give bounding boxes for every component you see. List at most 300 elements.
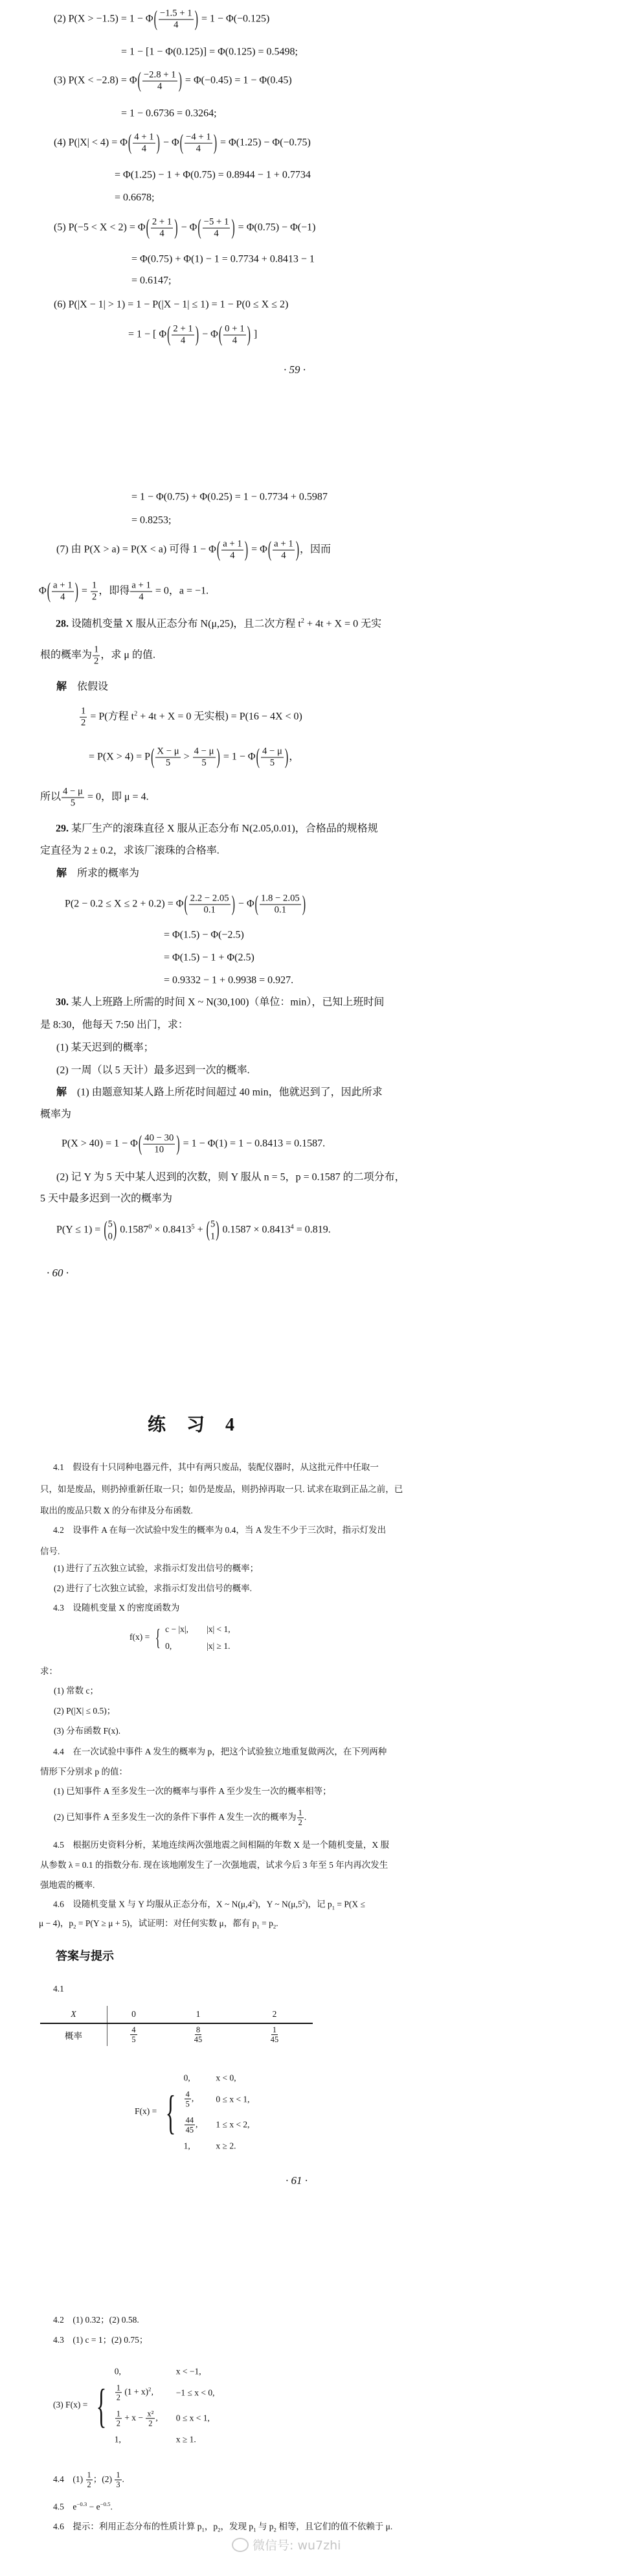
math-text: 求： (40, 1666, 58, 1676)
math-text: 45 (185, 2125, 194, 2135)
math-text: , (191, 2093, 194, 2104)
math-text: (1) 由题意知某人路上所花时间超过 40 min，他就迟到了，因此所求 (67, 1087, 383, 1098)
wechat-icon (232, 2538, 249, 2552)
math-text: μ − 4)，p (39, 1918, 74, 1928)
math-text: . (304, 1812, 307, 1823)
problem-28-cont (40, 645, 155, 667)
right-paren: ) (176, 1132, 180, 1156)
left-paren: ( (104, 1218, 107, 1242)
math-text: 5 (70, 798, 76, 809)
fraction (185, 2115, 198, 2135)
math-text: 定直径为 2 ± 0.2，求该厂滚珠的合格率. (40, 845, 219, 857)
math-text: )，Y ~ N(μ,5 (254, 1899, 302, 1909)
exercise-line (54, 1583, 252, 1594)
math-text: (2) 已知事件 A 至多发生一次的条件下事件 A 发生一次的概率为 (54, 1812, 297, 1823)
solution-line (40, 787, 149, 809)
math-text: 根的概率为 (40, 649, 93, 661)
math-text: 1 ≤ x < 2, (216, 2119, 250, 2130)
math-text: = P(X > 4) = P (89, 751, 151, 763)
solution-line (62, 1133, 325, 1156)
math-text: x ≥ 1. (175, 2434, 196, 2444)
subscript: 1 (201, 2526, 205, 2533)
numerator (86, 2470, 93, 2480)
page-number: · 61 · (286, 2174, 308, 2187)
case-condition (216, 2094, 249, 2104)
left-paren: ( (146, 216, 150, 240)
exercise-line (40, 1767, 128, 1777)
case-value (115, 2435, 158, 2445)
math-text: 所以 (40, 791, 62, 803)
fraction (86, 2470, 93, 2490)
solution-line (164, 951, 254, 963)
denominator (137, 592, 144, 603)
denominator (202, 905, 216, 916)
bold-label: 解 (56, 681, 67, 693)
numerator (193, 746, 216, 758)
density-function (129, 1624, 231, 1652)
denominator: 45 (270, 2035, 279, 2045)
math-text: − Φ (235, 898, 254, 910)
fraction (80, 706, 87, 729)
math-text: 某厂生产的滚珠直径 X 服从正态分布 N(2.05,0.01)，合格品的规格规 (69, 823, 378, 834)
left-paren: ( (218, 323, 223, 347)
math-text: −4 + 1 (186, 132, 211, 143)
math-text: − Φ (178, 222, 197, 233)
math-text: c − |x|, (165, 1624, 188, 1634)
math-text: −1.5 + 1 (159, 8, 192, 19)
superscript: −0.3 (76, 2501, 87, 2508)
answer-4-4 (53, 2470, 124, 2490)
parenthesized-expression (179, 131, 218, 155)
math-text: 4 (230, 550, 235, 561)
math-text: = 1 − Φ(1) = 1 − 0.8413 = 0.1587. (180, 1138, 326, 1149)
exercise-line (40, 1484, 403, 1495)
numerator: 8 (196, 2025, 201, 2034)
right-paren: ) (284, 745, 289, 769)
exercise-line (54, 1563, 258, 1574)
numerator (189, 893, 231, 905)
binomial-bottom: 1 (210, 1231, 216, 1241)
denominator (91, 592, 98, 603)
case-value (115, 2383, 158, 2402)
math-text: 0, (114, 2366, 121, 2376)
solution-line (40, 1108, 71, 1120)
parenthesized-expression (47, 579, 79, 603)
subscript: 2 (273, 1923, 276, 1930)
math-text: 只，如是废品，则扔掉重新任取一只；如仍是废品，则扔掉再取一只. 试求在取到正品之前，已 (40, 1484, 403, 1494)
math-text: , (151, 2387, 153, 2397)
case-value (115, 2366, 158, 2376)
math-text: (2) P(|X| ≤ 0.5)； (54, 1705, 116, 1716)
left-paren: ( (206, 1218, 210, 1242)
math-text: = Φ(1.5) − 1 + Φ(2.5) (164, 952, 254, 963)
table-cell (236, 2023, 313, 2046)
subscript: 2 (218, 2526, 221, 2533)
fraction (93, 645, 100, 667)
left-paren: ( (254, 892, 258, 916)
denominator (179, 336, 186, 347)
exercise-line (54, 1786, 332, 1797)
piecewise-cases (90, 2366, 215, 2445)
math-text: 某人上班路上所需的时间 X ~ N(30,100)（单位：min），已知上班时间 (69, 996, 385, 1008)
math-text: + (194, 1224, 206, 1236)
case-value (184, 2141, 198, 2152)
math-text: ， (289, 751, 300, 763)
left-paren: ( (256, 745, 260, 769)
exercise-line (54, 1686, 98, 1696)
math-text: 4 − μ (63, 786, 83, 797)
answer-label: 4.1 (53, 1983, 64, 1994)
section-title: 练 习 4 (148, 1415, 236, 1436)
exercise-4-5 (53, 1840, 389, 1850)
solution-line (131, 490, 328, 503)
math-text: = p (259, 1918, 273, 1928)
math-text: (1) 常数 c； (54, 1685, 98, 1696)
math-text: , (155, 2412, 158, 2422)
parenthesized-expression (254, 892, 306, 916)
denominator (200, 758, 207, 769)
answers-heading: 答案与提示 (56, 1949, 114, 1963)
solution-line-6 (54, 298, 288, 310)
math-text: 1, (114, 2434, 121, 2444)
solution-line (40, 1192, 172, 1204)
binomial-coefficient (103, 1218, 117, 1242)
parenthesized-expression (128, 131, 161, 155)
fraction (221, 539, 243, 562)
fraction (115, 2409, 122, 2428)
case-value (115, 2409, 158, 2428)
denominator (164, 758, 172, 769)
parenthesized-expression (267, 538, 300, 562)
numerator (159, 8, 194, 20)
denominator: 45 (194, 2035, 203, 2045)
case-condition (176, 2366, 215, 2376)
math-text: = 0.8253; (131, 514, 172, 526)
math-text: 4 (232, 335, 238, 346)
solution-line-3 (54, 70, 292, 93)
math-text: . (276, 1918, 278, 1928)
math-text: 4 (281, 550, 286, 561)
solution-line (131, 514, 171, 526)
math-text: P(2 − 0.2 ≤ X ≤ 2 + 0.2) = Φ (65, 898, 184, 910)
math-text: (1) 已知事件 A 至多发生一次的概率与事件 A 至少发生一次的概率相等； (54, 1786, 332, 1796)
math-text: 4 (157, 81, 163, 92)
math-text: x < 0, (216, 2073, 236, 2083)
denominator (115, 2419, 122, 2428)
math-text: 2 (148, 2419, 153, 2428)
solution-line (56, 1218, 331, 1242)
math-text: 4.3 (1) c = 1；(2) 0.75； (53, 2334, 148, 2345)
math-text: = P(方程 t (87, 711, 135, 722)
math-text: 2 (91, 592, 97, 603)
superscript: −0.5 (100, 2501, 111, 2508)
numerator (185, 2115, 195, 2125)
math-text: 与 p (256, 2521, 274, 2531)
superscript: 4 (290, 1223, 294, 1231)
answer-4-2 (53, 2315, 139, 2325)
math-text: |x| ≥ 1. (207, 1640, 231, 1651)
math-text: 10 (154, 1144, 164, 1155)
binomial-values (108, 1218, 113, 1242)
parenthesized-expression (218, 323, 251, 347)
left-paren: ( (137, 69, 141, 93)
math-text: 相等，且它们的值不依赖于 μ. (276, 2521, 393, 2531)
numerator: 1 (272, 2025, 277, 2034)
exercise-line (54, 1726, 120, 1736)
math-text: = 0，即 μ = 4. (84, 791, 149, 803)
case-rows (115, 2366, 215, 2445)
table-header-cell: 1 (160, 2006, 236, 2023)
math-text: (2) P(X > −1.5) = 1 − Φ (54, 13, 153, 25)
math-text: (4) P(|X| < 4) = Φ (54, 137, 128, 148)
numerator (93, 645, 100, 656)
right-paren: ) (231, 892, 235, 916)
math-text: 概率为 (40, 1109, 72, 1120)
numerator: 4 (131, 2025, 136, 2034)
exercise-line (40, 1880, 95, 1891)
math-text: 0.1587 × 0.8413 (219, 1224, 291, 1236)
denominator (153, 1145, 165, 1156)
fraction (151, 217, 173, 240)
fraction (185, 132, 212, 155)
fraction (115, 2470, 121, 2490)
left-brace: { (165, 2086, 175, 2139)
numerator (62, 787, 84, 798)
math-text: = 1 − [1 − Φ(0.125)] = Φ(0.125) = 0.5498; (121, 46, 298, 58)
exercise-4-2 (53, 1525, 386, 1535)
denominator (59, 592, 66, 603)
math-text: = P(Y ≥ μ + 5)，试证明：对任何实数 μ，都有 p (76, 1918, 257, 1928)
binomial-top: 5 (107, 1219, 113, 1230)
math-text: 0.1 (274, 904, 287, 915)
problem-30-part-2 (56, 1064, 250, 1076)
subscript: 1 (253, 2526, 256, 2533)
math-text: F(x) = (135, 2106, 159, 2117)
fraction (269, 2025, 280, 2045)
denominator (69, 798, 76, 809)
right-paren: ) (244, 538, 249, 562)
distribution-table (40, 2006, 313, 2046)
math-text: 情形下分别求 p 的值： (40, 1766, 128, 1777)
math-text: )，记 p (304, 1899, 332, 1909)
math-text: (1 + x) (122, 2387, 149, 2397)
math-text: 0 ≤ x < 1, (175, 2413, 210, 2423)
math-text: 4 − μ (194, 746, 214, 757)
superscript: 0 (148, 1223, 152, 1231)
case-condition (176, 2387, 215, 2398)
math-text: ；(2) (93, 2474, 115, 2485)
math-text: − Φ (160, 137, 179, 148)
math-text: = Φ(1.5) − Φ(−2.5) (164, 929, 244, 941)
denominator (147, 2419, 153, 2428)
math-text: × 0.8413 (152, 1224, 192, 1236)
math-text: 2 (298, 1818, 302, 1828)
solution-line-7 (56, 539, 331, 562)
numerator (223, 324, 245, 336)
math-text: 1 (94, 644, 99, 655)
math-text: 4.2 (1) 0.32；(2) 0.58. (53, 2314, 139, 2325)
numerator (91, 581, 98, 592)
math-text: + x − (122, 2412, 146, 2422)
numerator (261, 746, 284, 758)
bold-label: 29. (56, 823, 69, 834)
math-text: = Φ(0.75) − Φ(−1) (235, 222, 316, 233)
numerator (143, 1133, 175, 1145)
math-text: 44 (185, 2115, 194, 2124)
numerator (133, 132, 155, 144)
solution-line (56, 1086, 383, 1098)
fraction (261, 746, 284, 769)
math-text: a + 1 (53, 580, 73, 591)
math-text: (3) 分布函数 F(x). (54, 1725, 121, 1736)
fraction (142, 70, 177, 93)
watermark (232, 2536, 341, 2553)
math-text: f(x) = (129, 1632, 152, 1642)
solution-line-4 (54, 132, 311, 155)
math-text: 2 (81, 717, 86, 728)
math-text: 4 (185, 2089, 190, 2099)
left-paren: ( (184, 892, 188, 916)
fraction (146, 2409, 158, 2428)
math-text: = Φ(−0.45) = 1 − Φ(0.45) (182, 75, 292, 86)
exercise-4-3 (53, 1603, 179, 1613)
fraction (52, 581, 74, 603)
math-text: 4.4 在一次试验中事件 A 发生的概率为 p，把这个试验独立地重复做两次，在下列两种 (53, 1746, 387, 1756)
right-paren: ) (302, 892, 306, 916)
exercise-line (40, 1666, 58, 1677)
denominator (269, 758, 276, 769)
math-text: 3 (116, 2480, 120, 2490)
case-condition (216, 2141, 249, 2152)
subscript: 2 (273, 2526, 276, 2533)
math-text: a + 1 (274, 538, 293, 549)
math-text: (5) P(−5 < X < 2) = Φ (54, 222, 146, 233)
left-paren: ( (216, 538, 221, 562)
math-text: 信号. (40, 1546, 60, 1556)
case-condition (216, 2120, 249, 2130)
problem-28 (56, 617, 381, 630)
case-condition (207, 1641, 231, 1651)
left-brace: { (155, 1624, 161, 1651)
math-text: −5 + 1 (203, 216, 229, 227)
math-text: Φ (39, 585, 47, 597)
math-text: 取出的废品只数 X 的分布律及分布函数. (40, 1505, 193, 1515)
denominator (297, 1819, 304, 1828)
problem-30-cont (40, 1018, 188, 1031)
fraction (185, 2089, 191, 2109)
bold-label: 30. (56, 996, 69, 1008)
problem-30-part-1 (56, 1041, 154, 1053)
right-paren: ) (113, 1218, 117, 1242)
fraction (260, 893, 301, 916)
math-text: ，发现 p (220, 2521, 254, 2531)
table-row-label: 概率 (40, 2023, 107, 2046)
fraction (133, 132, 155, 155)
right-paren: ) (156, 131, 160, 155)
left-paren: ( (197, 216, 201, 240)
solution-line (89, 746, 299, 769)
math-text: 0, (165, 1640, 172, 1651)
table-header-row (40, 2006, 313, 2023)
math-text: = 0.6147; (131, 275, 172, 286)
subscript: 2 (73, 1923, 76, 1930)
exercise-4-6 (53, 1898, 365, 1911)
math-text: ] (251, 328, 258, 340)
math-text: = 0，a = −1. (152, 585, 209, 597)
denominator (185, 2100, 191, 2109)
parenthesized-expression (183, 892, 235, 916)
fraction (203, 217, 231, 240)
math-text: X − μ (157, 746, 179, 757)
math-text: , (196, 2119, 198, 2129)
numerator (146, 2409, 155, 2419)
denominator (156, 82, 163, 93)
math-text: (3) P(X < −2.8) = Φ (54, 75, 137, 86)
math-text: = 1 − Φ (220, 751, 256, 763)
exercise-4-1 (53, 1462, 379, 1473)
denominator (185, 2125, 195, 2134)
math-text: − Φ (199, 328, 218, 340)
math-text: P(X > 40) = 1 − Φ (62, 1138, 138, 1149)
denominator (93, 656, 100, 667)
solution-line (115, 191, 154, 203)
math-text: 4 − μ (262, 746, 282, 757)
numerator (130, 581, 152, 592)
left-paren: ( (267, 538, 272, 562)
math-text: P(Y ≤ 1) = (56, 1224, 104, 1236)
math-text: > (181, 751, 192, 763)
table-header-cell: 0 (107, 2006, 160, 2023)
fraction (223, 324, 245, 347)
math-text: 依假设 (67, 681, 109, 693)
math-text: 2 (94, 656, 99, 667)
denominator (212, 229, 219, 240)
fraction (115, 2383, 122, 2402)
math-text: = P(X ≤ (335, 1899, 365, 1909)
math-text: 5 (165, 757, 171, 768)
math-text: 4 (159, 228, 164, 239)
left-brace: { (96, 2379, 107, 2432)
math-text: 4.5 e (53, 2501, 77, 2512)
math-text: = (78, 585, 90, 597)
solution-line (131, 253, 315, 265)
math-text: (6) P(|X − 1| > 1) = 1 − P(|X − 1| ≤ 1) = 1 − P(0 ≤ X ≤ 2) (54, 299, 289, 310)
math-text: . (110, 2501, 113, 2512)
right-paren: ) (74, 579, 78, 603)
denominator (273, 905, 287, 916)
math-text: 40 − 30 (144, 1133, 174, 1144)
math-text: = 1 − [ Φ (128, 328, 167, 340)
numerator (151, 217, 173, 229)
math-text: ，因而 (300, 544, 332, 555)
fraction (159, 8, 194, 31)
math-text: 4.3 设随机变量 X 的密度函数为 (53, 1602, 180, 1613)
table-header-cell: 2 (236, 2006, 313, 2023)
math-text: 4 + 1 (134, 132, 154, 143)
math-text: = Φ(1.25) − 1 + Φ(0.75) = 0.8944 − 1 + 0.7734 (115, 169, 311, 181)
math-text: = 1 − Φ(−0.125) (198, 13, 270, 25)
math-text: ，即得 (98, 585, 130, 597)
left-paren: ( (167, 323, 171, 347)
piecewise-cases (159, 2073, 250, 2152)
math-text: (7) 由 P(X > a) = P(X < a) 可得 1 − Φ (56, 544, 216, 555)
math-text: a + 1 (131, 580, 151, 591)
math-text: 设随机变量 X 服从正态分布 N(μ,25)，且二次方程 t (69, 618, 301, 630)
math-text: 1 (87, 2470, 91, 2480)
math-text: 4.6 提示：利用正态分布的性质计算 p (53, 2521, 202, 2531)
math-text: 5 天中最多迟到一次的概率为 (40, 1193, 173, 1204)
math-text: 0.1587 (117, 1224, 149, 1236)
